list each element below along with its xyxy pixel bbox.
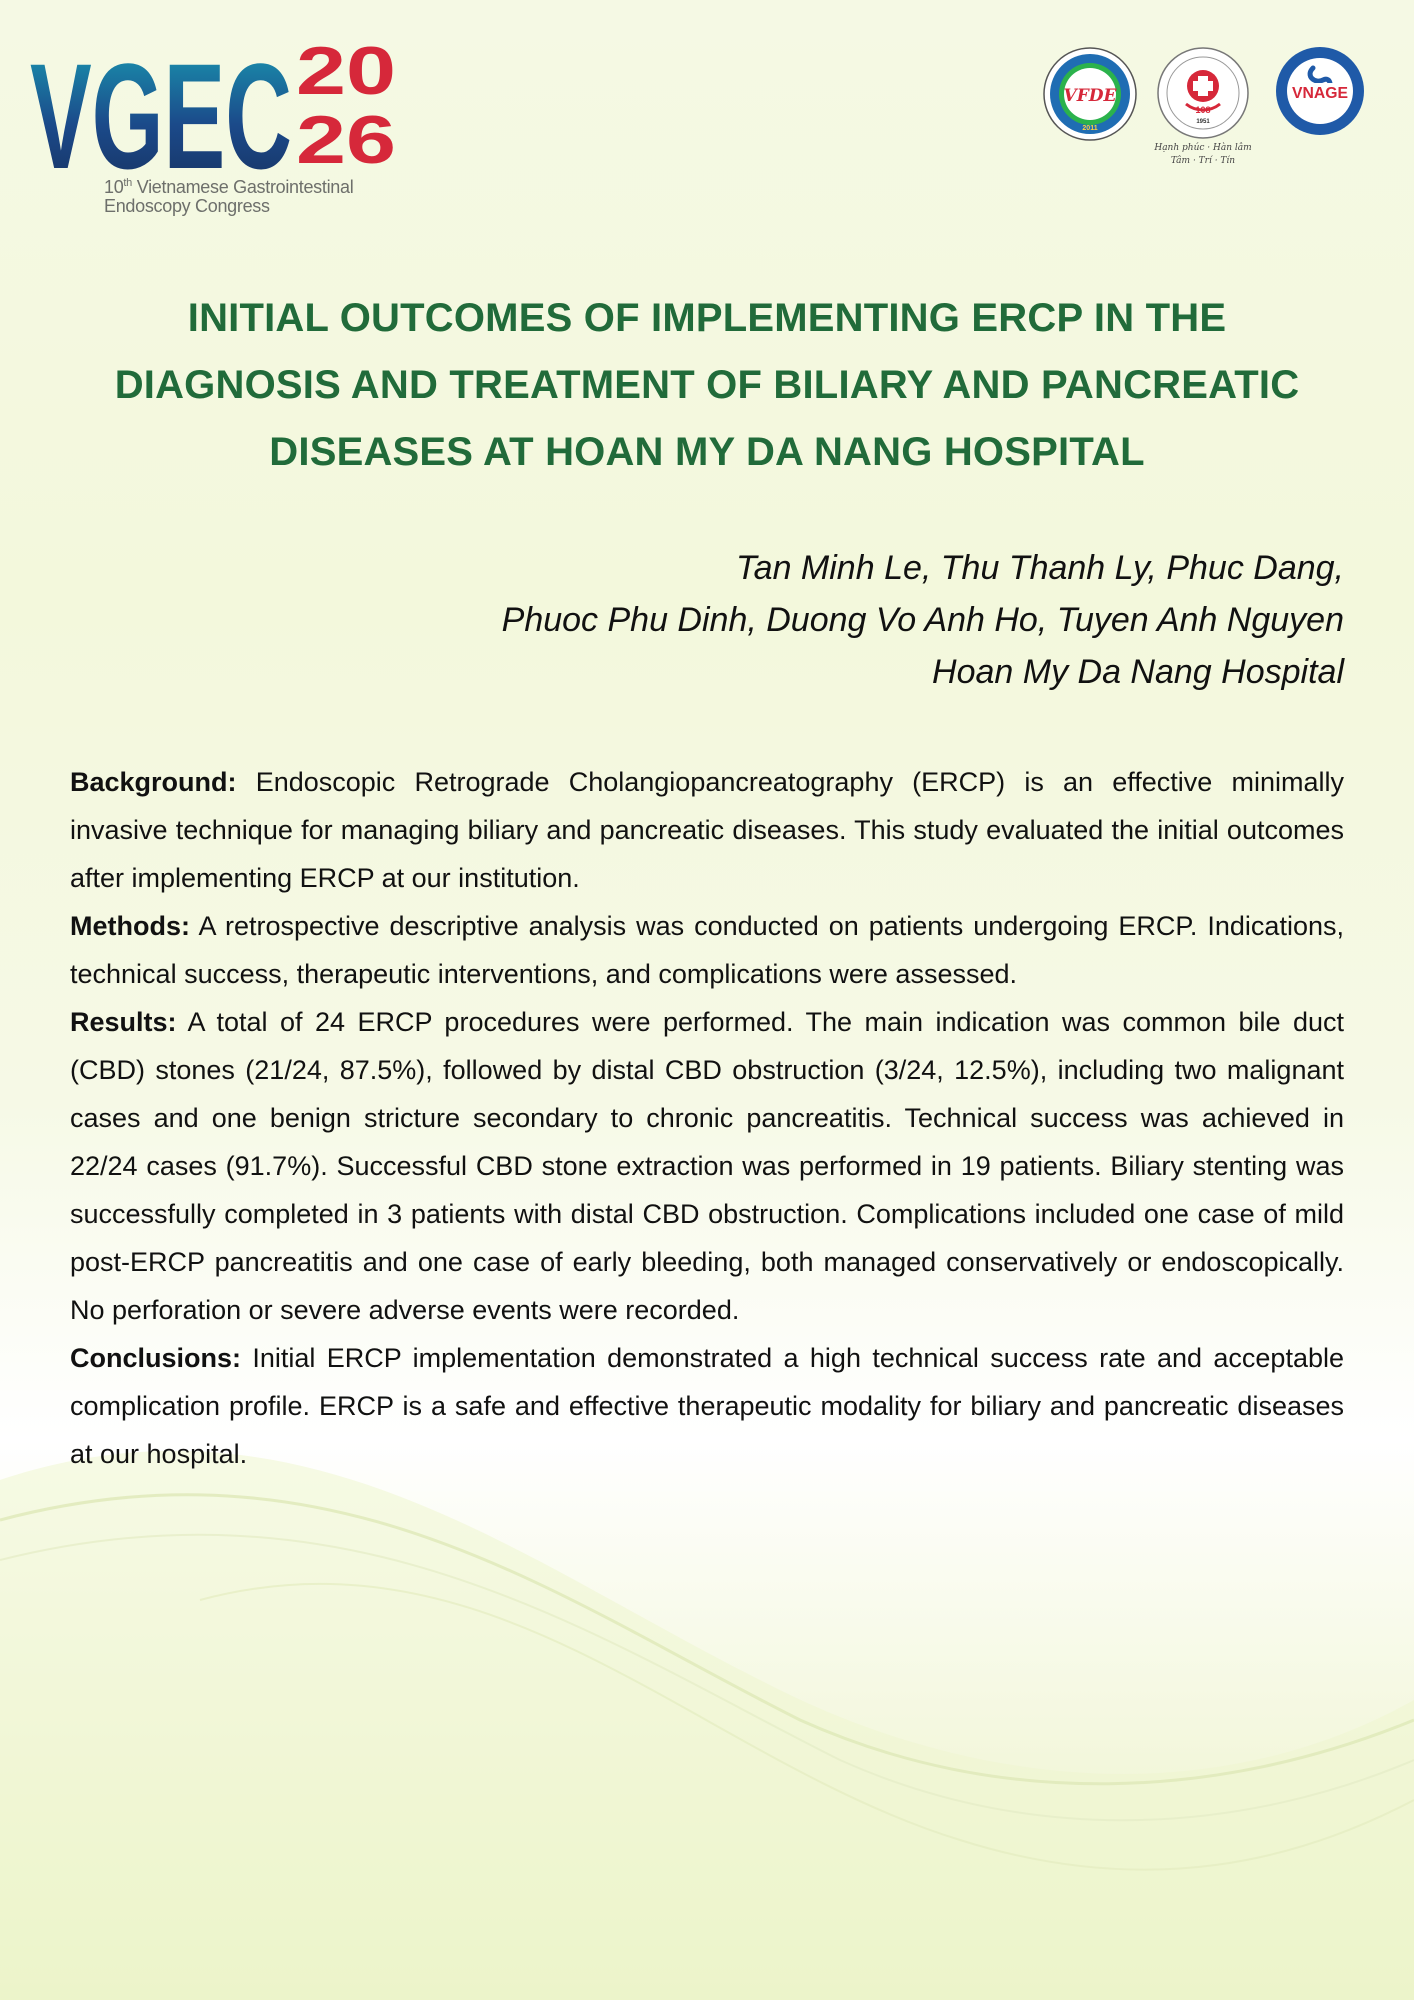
background-text: Endoscopic Retrograde Cholangiopancreatography (ERCP) is an effective minimally invasive technique for managing biliary and pancreatic diseases. This study evaluated the initial outcomes after implementing ERCP at our institution. <box>70 767 1344 893</box>
vfde-seal-logo <box>1042 46 1138 142</box>
conclusions-text: Initial ERCP implementation demonstrated a high technical success rate and acceptable complication profile. ERCP is a safe and effective therapeutic modality for biliary and pancreatic diseases at our hospital. <box>70 1343 1344 1469</box>
vfde-year: 2011 <box>1082 125 1098 132</box>
results-text: A total of 24 ERCP procedures were performed. The main indication was common bile duct (CBD) stones (21/24, 87.5%), followed by distal CBD obstruction (3/24, 12.5%), including two malignant cases and one benign stricture secondary to chronic pancreatitis. Technical success was achieved in 22/24 cases (91.7%). Successful CBD stone extraction was performed in 19 patients. Biliary stenting was successfully completed in 3 patients with distal CBD obstruction. Complications included one case of mild post-ERCP pancreatitis and one case of early bleeding, both managed conservatively or endoscopically. No perforation or severe adverse events were recorded. <box>70 1007 1344 1325</box>
vnage-seal-logo <box>1275 46 1365 136</box>
results-section <box>70 998 1344 1334</box>
authors-block <box>502 542 1344 698</box>
logo-mark: VGEC <box>30 32 292 178</box>
author-affiliation: Hoan My Da Nang Hospital <box>932 653 1344 691</box>
hospital-108-year: 1951 <box>1196 119 1210 125</box>
title-line2: DIAGNOSIS AND TREATMENT OF BILIARY AND PANCREATIC <box>114 363 1300 407</box>
conclusions-section <box>70 1334 1344 1478</box>
abstract-body <box>70 758 1344 1478</box>
motto-line2: Tâm · Trí · Tín <box>1170 156 1236 166</box>
congress-line2: Endoscopy Congress <box>104 196 270 216</box>
authors-line2: Phuoc Phu Dinh, Duong Vo Anh Ho, Tuyen Anh Nguyen <box>501 601 1344 639</box>
logo-year-bottom: 26 <box>296 102 396 178</box>
methods-section <box>70 902 1344 998</box>
hospital-108-number: 108 <box>1195 105 1211 115</box>
methods-label: Methods: <box>70 911 190 941</box>
vfde-name: VFDE <box>1063 86 1117 106</box>
logo-year-top: 20 <box>296 33 396 109</box>
hospital-108-motto <box>1140 142 1266 168</box>
vgec-2026-logo <box>30 28 410 218</box>
conclusions-label: Conclusions: <box>70 1343 242 1373</box>
hospital-108-seal-logo <box>1156 46 1250 140</box>
background-section <box>70 758 1344 902</box>
edition-number: 10 <box>104 177 124 197</box>
vnage-name: VNAGE <box>1292 85 1349 102</box>
methods-text: A retrospective descriptive analysis was conducted on patients undergoing ERCP. Indications, technical success, therapeutic interventions, and complications were assessed. <box>70 911 1344 989</box>
congress-name <box>104 174 353 216</box>
edition-suffix: th <box>123 177 132 189</box>
motto-line1: Hạnh phúc · Hàn lâm <box>1154 143 1252 153</box>
congress-line1: Vietnamese Gastrointestinal <box>136 177 354 197</box>
abstract-title <box>60 285 1354 486</box>
title-line1: INITIAL OUTCOMES OF IMPLEMENTING ERCP IN THE <box>187 296 1227 340</box>
results-label: Results: <box>70 1007 177 1037</box>
title-line3: DISEASES AT HOAN MY DA NANG HOSPITAL <box>269 430 1145 474</box>
authors-line1: Tan Minh Le, Thu Thanh Ly, Phuc Dang, <box>736 549 1344 587</box>
background-label: Background: <box>70 767 237 797</box>
